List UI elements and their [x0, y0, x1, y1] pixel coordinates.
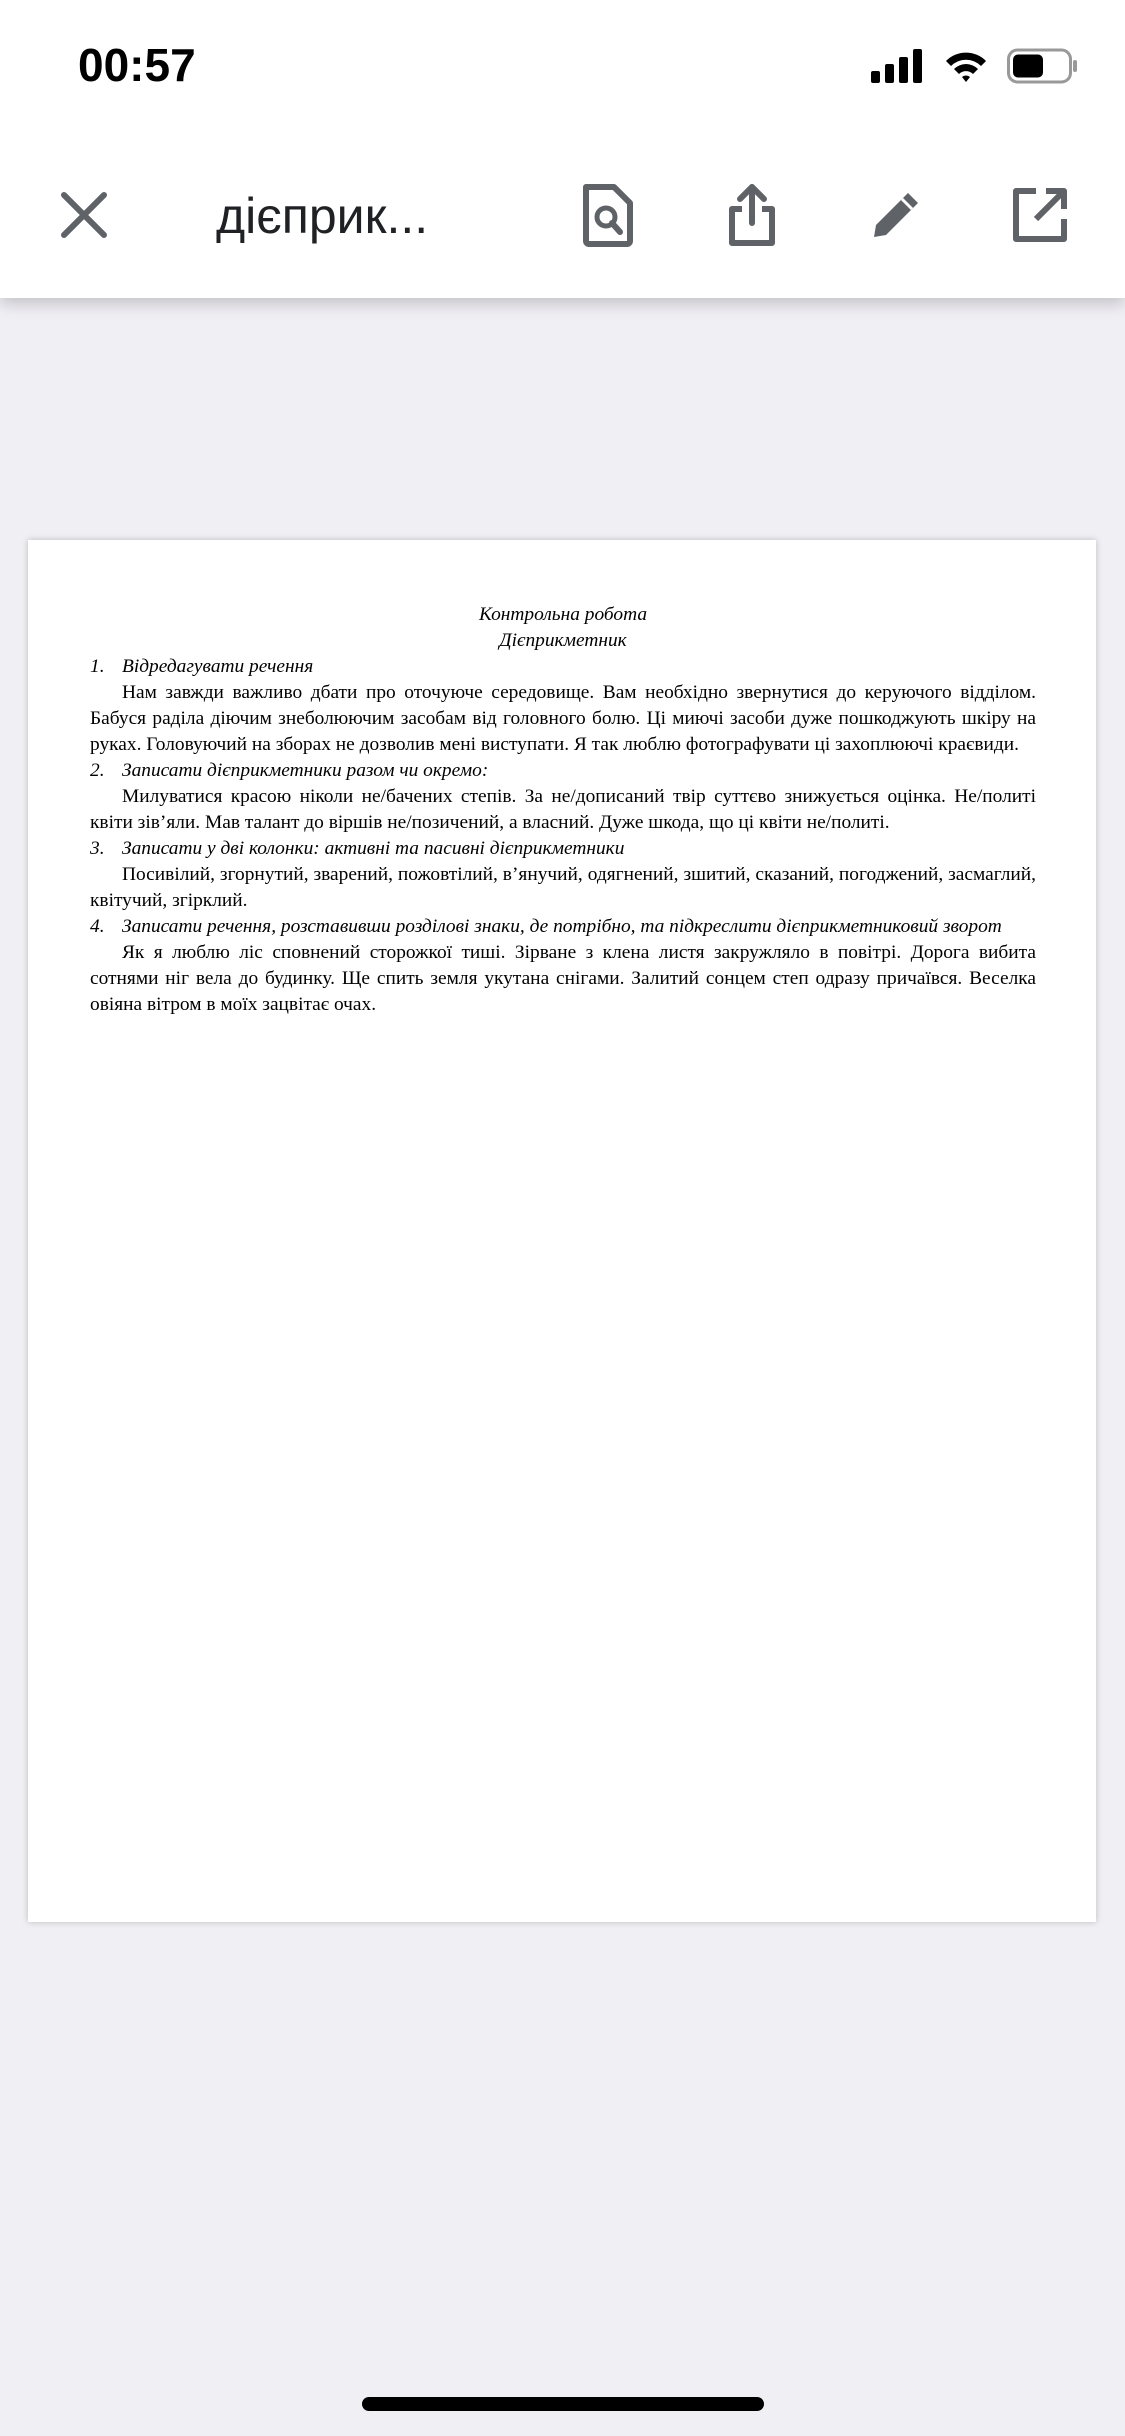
document-title: дієприк...	[216, 188, 429, 244]
cellular-signal-icon	[871, 49, 925, 88]
search-document-icon	[580, 183, 636, 252]
find-in-document-button[interactable]	[572, 181, 644, 253]
task-body: Милуватися красою ніколи не/бачених степів. За не/дописаний твір суттєво знижується оцінка. Не/политі квіти зів’яли. Мав талант до віршів не/позичений, а власний. Дуже шкода, що ці квіти не/политі.	[90, 786, 1036, 833]
open-external-icon	[1010, 185, 1070, 250]
share-icon	[724, 181, 780, 254]
task-heading-text: Записати у дві колонки: активні та пасивні дієприкметники	[122, 838, 625, 859]
status-time: 00:57	[78, 39, 196, 91]
wifi-icon	[943, 49, 989, 88]
open-in-app-button[interactable]	[1004, 181, 1076, 253]
document-subheading: Дієприкметник	[499, 630, 627, 651]
task-block	[90, 654, 1036, 758]
close-icon	[60, 191, 108, 244]
task-heading-text: Записати дієприкметники разом чи окремо:	[122, 760, 489, 781]
task-body: Посивілий, згорнутий, зварений, пожовтілий, в’янучий, одягнений, зшитий, сказаний, погоджений, засмаглий, квітучий, згірклий.	[90, 864, 1036, 911]
home-indicator[interactable]	[362, 2397, 764, 2411]
task-number: 3.	[90, 838, 105, 859]
share-button[interactable]	[716, 181, 788, 253]
document-heading: Контрольна робота	[478, 604, 648, 625]
document-content	[90, 602, 1036, 1018]
document-toolbar	[0, 165, 1125, 269]
edit-pencil-icon	[866, 185, 926, 250]
status-icons	[871, 48, 1079, 88]
task-body: Як я люблю ліс сповнений сторожкої тиші. Зірване з клена листя закружляло в повітрі. Дорога вибита сотнями ніг вела до будинку. Ще спить земля укутана снігами. Залитий сонцем степ одразу причаївся. Веселка овіяна вітром в моїх зацвітає очах.	[90, 942, 1036, 1015]
task-heading-text: Записати речення, розставивши розділові знаки, де потрібно, та підкреслити дієприкметниковий зворот	[122, 916, 1002, 937]
task-block	[90, 836, 1036, 914]
task-block	[90, 758, 1036, 836]
task-heading	[90, 758, 1036, 784]
close-button[interactable]	[48, 181, 120, 253]
task-heading	[90, 654, 1036, 680]
edit-button[interactable]	[860, 181, 932, 253]
document-page	[28, 540, 1096, 1922]
task-number: 2.	[90, 760, 105, 781]
battery-icon	[1007, 48, 1079, 89]
task-block	[90, 914, 1036, 1018]
task-heading-text: Відредагувати речення	[122, 656, 314, 677]
task-number: 4.	[90, 916, 105, 937]
task-body: Нам завжди важливо дбати про оточуюче середовище. Вам необхідно звернутися до керуючого відділом. Бабуся раділа діючим знеболюючим засобам від головного болю. Ці миючі засоби дуже пошкоджують шкіру на руках. Головуючий на зборах не дозволив мені виступати. Я так люблю фотографувати ці захоплюючі краєвиди.	[90, 682, 1036, 755]
task-heading	[90, 914, 1036, 940]
task-heading	[90, 836, 1036, 862]
task-number: 1.	[90, 656, 105, 677]
top-bar	[0, 0, 1125, 298]
